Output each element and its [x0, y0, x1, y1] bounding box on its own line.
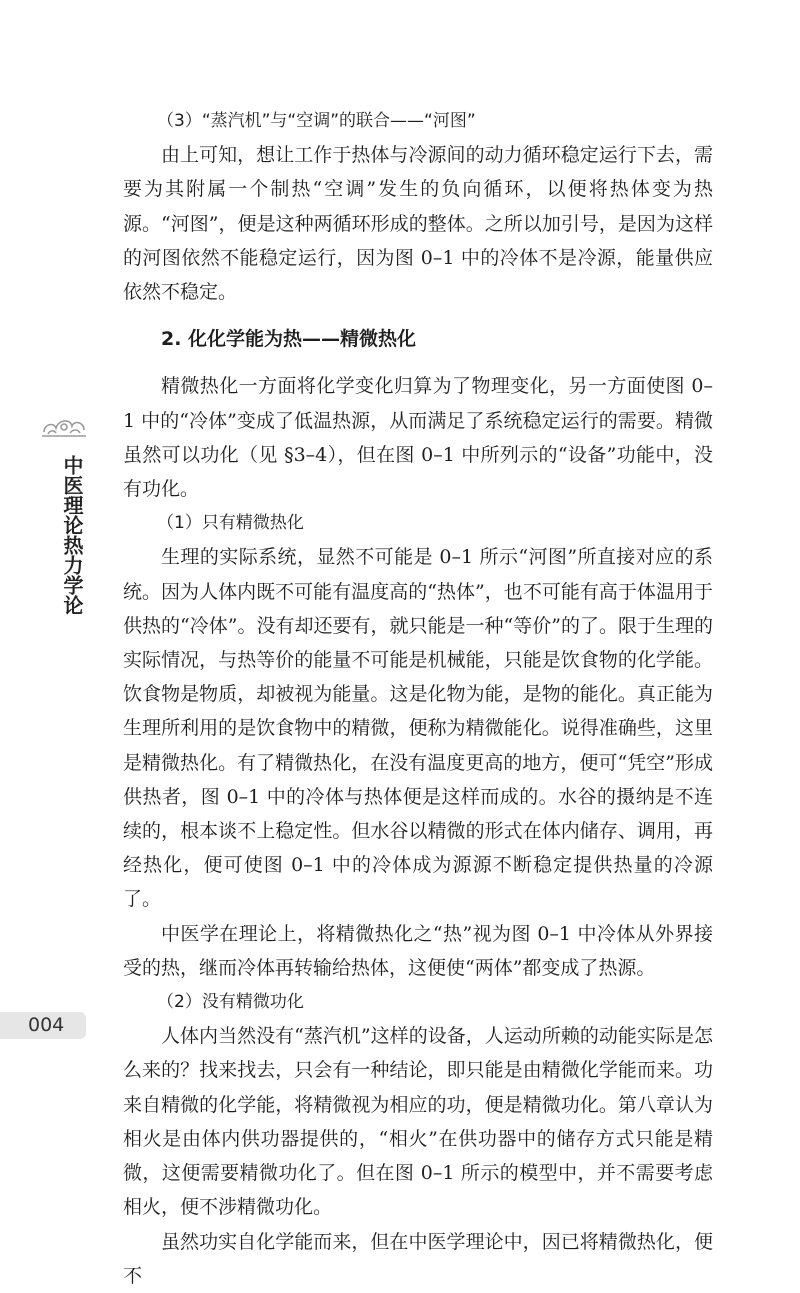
- paragraph-1: 由上可知，想让工作于热体与冷源间的动力循环稳定运行下去，需要为其附属一个制热“空调”发生的负向循环，以便将热体变为热源。“河图”，便是这种两循环形成的整体。之所以加引号，是因为这样的河图依然不能稳定运行，因为图 0–1 中的冷体不是冷源，能量供应依然不稳定。: [123, 144, 713, 304]
- paragraph-2: 精微热化一方面将化学变化归算为了物理变化，另一方面使图 0–1 中的“冷体”变成了低温热源，从而满足了系统稳定运行的需要。精微虽然可以功化（见 §3–4），但在图 0–1 中所列示的“设备”功能中，没有功化。: [123, 375, 713, 501]
- section-2-heading: 2. 化化学能为热——精微热化: [161, 328, 417, 351]
- cloud-ornament-icon: [40, 410, 88, 440]
- subsection-1-title: （1）只有精微热化: [157, 513, 304, 534]
- subsection-3-title: （3）“蒸汽机”与“空调”的联合——“河图”: [157, 111, 476, 131]
- paragraph-4: 中医学在理论上，将精微热化之“热”视为图 0–1 中冷体从外界接受的热，继而冷体再转输给热体，这便使“两体”都变成了热源。: [123, 922, 713, 979]
- subsection-2-title: （2）没有精微功化: [157, 992, 304, 1013]
- body-text: [123, 104, 713, 1293]
- paragraph-5: 人体内当然没有“蒸汽机”这样的设备，人运动所赖的动能实际是怎么来的？找来找去，只会有一种结论，即只能是由精微化学能而来。功来自精微的化学能，将精微视为相应的功，便是精微功化。第八章认为相火是由体内供功器提供的，“相火”在供功器中的储存方式只能是精微，这便需要精微功化了。但在图 0–1 所示的模型中，并不需要考虑相火，便不涉精微功化。: [123, 1025, 713, 1219]
- vertical-book-title: 中医理论热力学论: [60, 455, 84, 615]
- page-number: 004: [28, 1014, 65, 1036]
- paragraph-6: 虽然功实自化学能而来，但在中医学理论中，因已将精微热化，便不: [123, 1230, 713, 1287]
- paragraph-3: 生理的实际系统，显然不可能是 0–1 所示“河图”所直接对应的系统。因为人体内既不可能有温度高的“热体”，也不可能有高于体温用于供热的“冷体”。没有却还要有，就只能是一种“等价”的了。限于生理的实际情况，与热等价的能量不可能是机械能，只能是饮食物的化学能。饮食物是物质，却被视为能量。这是化物为能，是物的能化。真正能为生理所利用的是饮食物中的精微，便称为精微能化。说得准确些，这里是精微热化。有了精微热化，在没有温度更高的地方，便可“凭空”形成供热者，图 0–1 中的冷体与热体便是这样而成的。水谷的摄纳是不连续的，根本谈不上稳定性。但水谷以精微的形式在体内储存、调用，再经热化，便可使图 0–1 中的冷体成为源源不断稳定提供热量的冷源了。: [123, 546, 713, 911]
